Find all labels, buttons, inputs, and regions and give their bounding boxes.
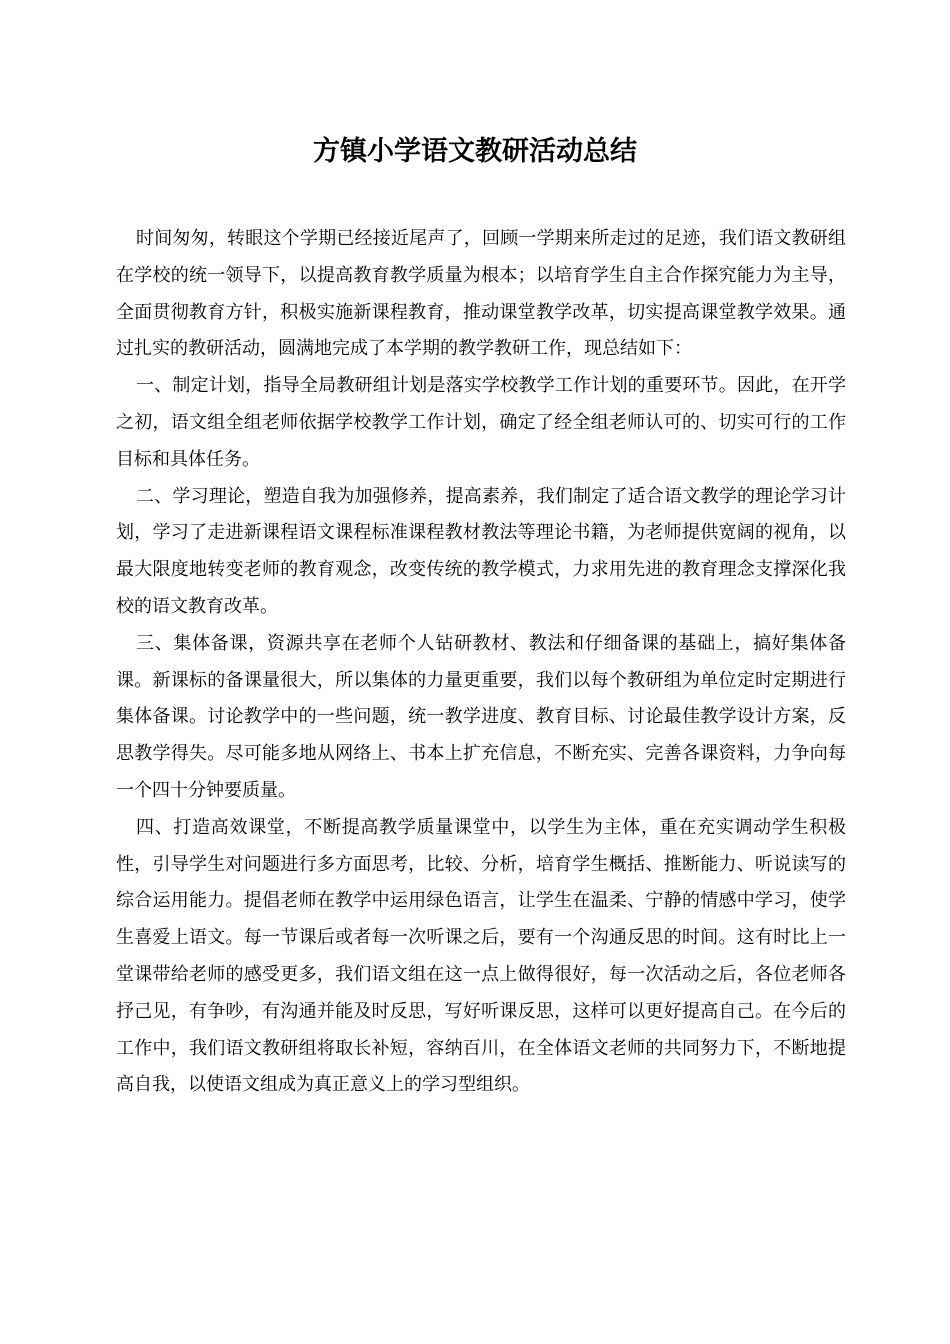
paragraph-intro: 时间匆匆，转眼这个学期已经接近尾声了，回顾一学期来所走过的足迹，我们语文教研组在学校的统一领导下，以提高教育教学质量为根本；以培育学生自主合作探究能力为主导，全面贯彻教育方针，积极实施新课程教育，推动课堂教学改革，切实提高课堂教学效果。通过扎实的教研活动，圆满地完成了本学期的教学教研工作，现总结如下： [116, 228, 846, 360]
paragraph-section-2: 二、学习理论，塑造自我为加强修养，提高素养，我们制定了适合语文教学的理论学习计划，学习了走进新课程语文课程标准课程教材教法等理论书籍，为老师提供宽阔的视角，以最大限度地转变老师的教育观念，改变传统的教学模式，力求用先进的教育理念支撑深化我校的语文教育改革。 [116, 485, 846, 617]
document-body [116, 221, 846, 1104]
paragraph-section-1: 一、制定计划，指导全局教研组计划是落实学校教学工作计划的重要环节。因此，在开学之初，语文组全组老师依据学校教学工作计划，确定了经全组老师认可的、切实可行的工作目标和具体任务。 [116, 375, 846, 470]
paragraph-section-4: 四、打造高效课堂，不断提高教学质量课堂中，以学生为主体，重在充实调动学生积极性，引导学生对问题进行多方面思考，比较、分析，培育学生概括、推断能力、听说读写的综合运用能力。提倡老师在教学中运用绿色语言，让学生在温柔、宁静的情感中学习，使学生喜爱上语文。每一节课后或者每一次听课之后，要有一个沟通反思的时间。这有时比上一堂课带给老师的感受更多，我们语文组在这一点上做得很好，每一次活动之后，各位老师各抒己见，有争吵，有沟通并能及时反思，写好听课反思，这样可以更好提高自己。在今后的工作中，我们语文教研组将取长补短，容纳百川，在全体语文老师的共同努力下，不断地提高自我，以使语文组成为真正意义上的学习型组织。 [116, 816, 846, 1096]
paragraph-section-3: 三、集体备课，资源共享在老师个人钻研教材、教法和仔细备课的基础上，搞好集体备课。新课标的备课量很大，所以集体的力量更重要，我们以每个教研组为单位定时定期进行集体备课。讨论教学中的一些问题，统一教学进度、教育目标、讨论最佳教学设计方案，反思教学得失。尽可能多地从网络上、书本上扩充信息，不断充实、完善各课资料，力争向每一个四十分钟要质量。 [116, 632, 846, 801]
document-title: 方镇小学语文教研活动总结 [313, 136, 637, 167]
